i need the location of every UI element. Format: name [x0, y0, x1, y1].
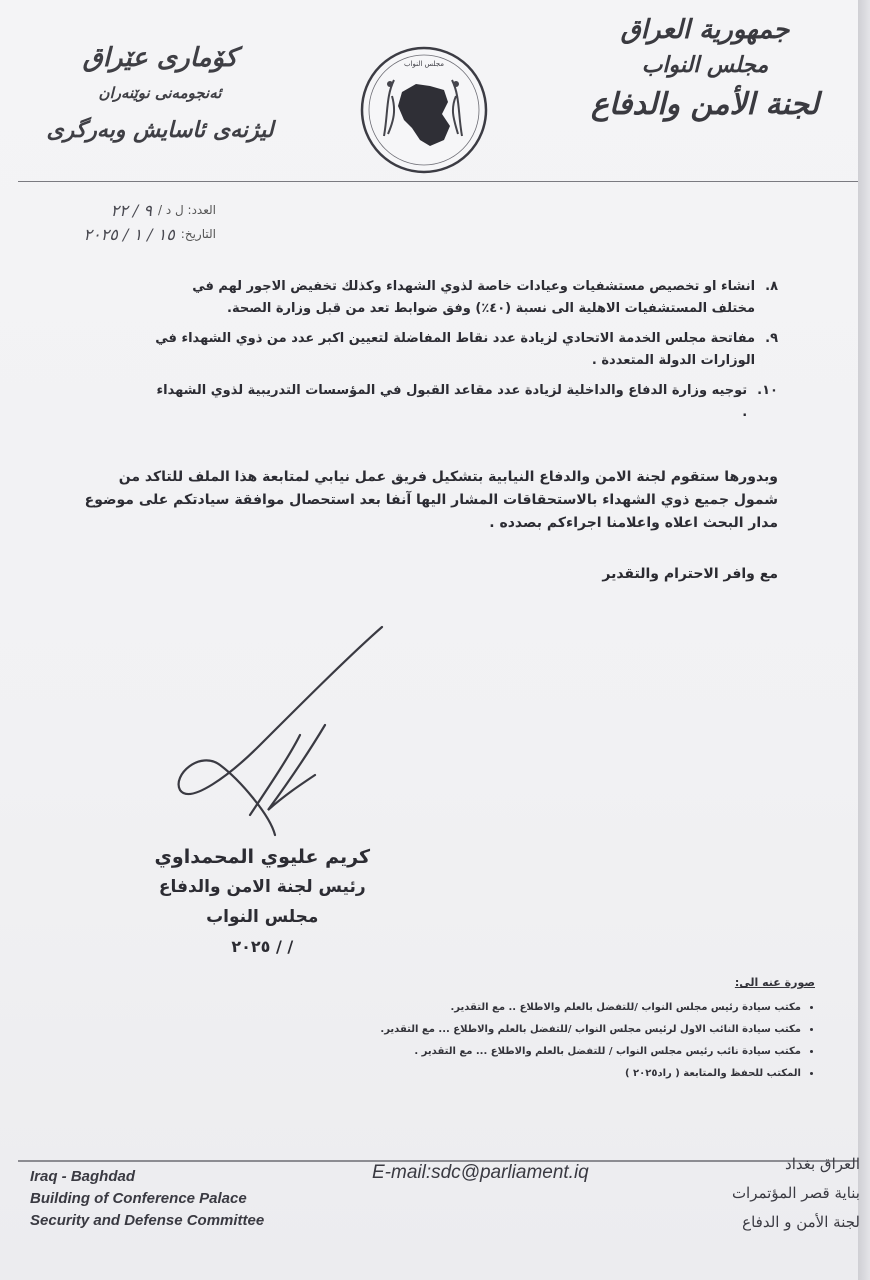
reference-block	[36, 198, 216, 246]
list-item	[150, 276, 778, 320]
parliament-seal-logo	[358, 44, 490, 176]
footer-building: Building of Conference Palace	[30, 1190, 247, 1207]
body-paragraph: وبدورها ستقوم لجنة الامن والدفاع النيابية بتشكيل فريق عمل نيابي لمتابعة هذا الملف للتاكد من شمول جميع ذوي الشهداء بالاستحقاقات المشار اليها آنفا بعد استحصال موافقة سيادتكم على موضوع مدار البحث اعلاه واعلامنا اجراءكم بصدده .	[84, 469, 778, 531]
footer-english-address	[30, 1166, 264, 1232]
closing-regards: مع وافر الاحترام والتقدير	[602, 566, 778, 582]
signer-name: كريم عليوي المحمداوي	[154, 846, 370, 868]
copies-to-block	[275, 976, 815, 1085]
footer-arabic-city: العراق بغداد	[785, 1155, 860, 1173]
list-item: • مكتب سيادة نائب رئيس مجلس النواب / للتفضل بالعلم والاطلاع ... مع التقدير .	[275, 1041, 801, 1063]
ref-date-value: ١٥ / ١ / ٢٠٢٥	[83, 224, 175, 244]
item-text: مفاتحة مجلس الخدمة الاتحادي لزيادة عدد نقاط المفاضلة لتعيين اكبر عدد من ذوي الشهداء في الوزارات الدولة المتعددة .	[155, 331, 756, 368]
copies-list	[275, 997, 815, 1085]
list-item: • مكتب سيادة النائب الاول لرئيس مجلس النواب /للتفضل بالعلم والاطلاع ... مع التقدير.	[275, 1019, 801, 1041]
header-kurdish-parliament: ئەنجومەنی نوێنەران	[98, 84, 222, 102]
header-committee: لجنة الأمن والدفاع	[591, 87, 819, 122]
list-item	[150, 328, 778, 372]
header-republic: جمهورية العراق	[620, 15, 790, 45]
footer-arabic-building: بناية قصر المؤتمرات	[731, 1184, 860, 1202]
footer-email[interactable]: E-mail:sdc@parliament.iq	[372, 1162, 589, 1183]
ref-date-label: التاريخ:	[180, 227, 216, 241]
ref-number-value: ٩ / ٢٢	[110, 200, 152, 220]
item-text: انشاء او تخصيص مستشفيات وعيادات خاصة لذوي الشهداء وكذلك تخفيض الاجور لهم في مختلف المستشفيات الاهلية الى نسبة (٤٠٪) وفق ضوابط تعد من قبل وزارة الصحة.	[192, 279, 756, 316]
item-number: ٩.	[765, 331, 778, 346]
header-parliament: مجلس النواب	[641, 52, 769, 78]
footer-arabic-address	[732, 1150, 860, 1237]
header-arabic	[590, 12, 820, 128]
item-number: ٨.	[765, 279, 778, 294]
signer-title: رئيس لجنة الامن والدفاع	[158, 877, 366, 897]
footer-arabic-committee: لجنة الأمن و الدفاع	[742, 1213, 860, 1231]
header-kurdish-committee: لیژنەی ئاسایش وبەرگری	[46, 117, 274, 143]
item-text: توجيه وزارة الدفاع والداخلية لزيادة عدد مقاعد القبول في المؤسسات التدريبية لذوي الشهداء .	[156, 383, 748, 420]
footer-committee: Security and Defense Committee	[30, 1212, 265, 1229]
page-edge	[858, 0, 870, 1280]
header-kurdish-republic: كۆماری عێراق	[82, 43, 238, 73]
signer-org: مجلس النواب	[206, 907, 319, 927]
logo-caption: مجلس النواب	[403, 60, 445, 68]
ref-number-label: العدد: ل د /	[157, 203, 216, 217]
list-item	[150, 380, 778, 424]
copies-title: صورة عنه الى:	[734, 976, 815, 989]
handwritten-signature	[150, 615, 400, 855]
signer-block	[155, 842, 370, 962]
header-kurdish	[40, 38, 280, 152]
header-divider	[18, 181, 858, 182]
recommendation-list	[150, 276, 778, 432]
signer-date: / / ٢٠٢٥	[231, 937, 294, 956]
item-number: ١٠.	[757, 383, 778, 398]
footer-city: Iraq - Baghdad	[30, 1168, 136, 1185]
list-item: • مكتب سيادة رئيس مجلس النواب /للتفضل بالعلم والاطلاع .. مع التقدير.	[275, 997, 801, 1019]
list-item: • المكتب للحفظ والمتابعة ( راد٢٠٢٥ )	[275, 1063, 801, 1085]
